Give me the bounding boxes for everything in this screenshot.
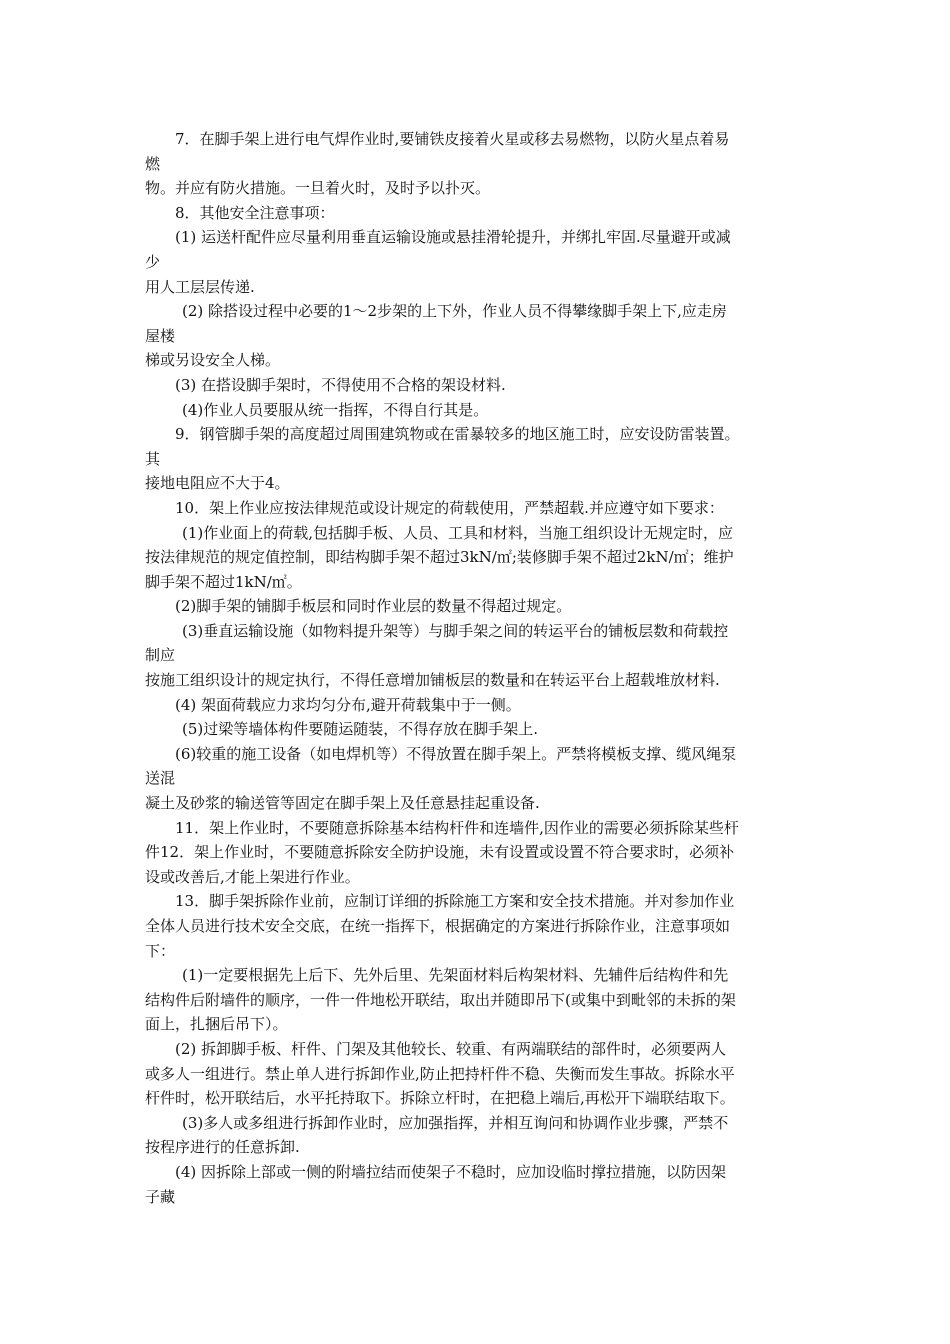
document-body [145, 127, 810, 1209]
text-line: (3)垂直运输设施（如物料提升架等）与脚手架之间的转运平台的铺板层数和荷载控 [182, 621, 729, 640]
text-line: 制应 [145, 646, 176, 665]
text-line: 按程序进行的任意拆卸. [145, 1138, 300, 1157]
text-line: (4) 因拆除上部或一侧的附墙拉结而使架子不稳时，应加设临时撑拉措施，以防因架 [175, 1162, 727, 1181]
text-line: 脚手架不超过1kN/㎡。 [145, 572, 302, 591]
text-line: (5)过梁等墙体构件要随运随装，不得存放在脚手架上. [182, 720, 539, 739]
text-line: 8．其他安全注意事项： [175, 203, 335, 222]
text-line: 杆件时，松开联结后，水平托持取下。拆除立杆时，在把稳上端后,再松开下端联结取下。 [145, 1089, 735, 1108]
text-line: 子藏 [145, 1187, 176, 1206]
text-line: 其 [145, 449, 161, 468]
text-line: 11．架上作业时，不要随意拆除基本结构杆件和连墙件,因作业的需要必须拆除某些杆 [175, 818, 739, 837]
text-line: 结构件后附墙件的顺序，一件一件地松开联结，取出并随即吊下(或集中到毗邻的未拆的架 [145, 990, 736, 1009]
text-line: 接地电阻应不大于4。 [145, 474, 290, 493]
text-line: 设或改善后,才能上架进行作业。 [145, 867, 360, 886]
text-line: (2)脚手架的铺脚手板层和同时作业层的数量不得超过规定。 [175, 597, 572, 616]
text-line: 7．在脚手架上进行电气焊作业时,要铺铁皮接着火星或移去易燃物，以防火星点着易 [175, 130, 730, 148]
text-line: 屋楼 [145, 326, 176, 345]
text-line: (3)多人或多组进行拆卸作业时，应加强指挥，并相互询问和协调作业步骤，严禁不 [182, 1113, 729, 1132]
text-line: (4)作业人员要服从统一指挥，不得自行其是。 [182, 400, 489, 419]
text-line: (2) 拆卸脚手板、杆件、门架及其他较长、较重、有两端联结的部件时，必须要两人 [175, 1039, 727, 1058]
text-line: 9．钢管脚手架的高度超过周围建筑物或在雷暴较多的地区施工时，应安设防雷装置。 [175, 425, 740, 444]
text-line: (3) 在搭设脚手架时，不得使用不合格的架设材料. [175, 375, 506, 394]
text-line: 梯或另设安全人梯。 [145, 351, 281, 370]
text-line: 用人工层层传递. [145, 277, 255, 296]
text-line: (1)一定要根据先上后下、先外后里、先架面材料后构架材料、先辅件后结构件和先 [182, 966, 729, 985]
text-line: 按法律规范的规定值控制，即结构脚手架不超过3kN/㎡;装修脚手架不超过2kN/㎡；维护 [145, 548, 734, 567]
text-line: (4) 架面荷载应力求均匀分布,避开荷载集中于一侧。 [175, 695, 521, 714]
text-line: 件12．架上作业时，不要随意拆除安全防护设施，未有设置或设置不符合要求时，必须补 [145, 843, 735, 862]
text-line: 按施工组织设计的规定执行，不得任意增加铺板层的数量和在转运平台上超载堆放材料. [145, 671, 720, 690]
text-line: 少 [145, 252, 161, 271]
text-line: (1)作业面上的荷载,包括脚手板、人员、工具和材料，当施工组织设计无规定时，应 [182, 523, 734, 542]
text-line: 全体人员进行技术安全交底，在统一指挥下，根据确定的方案进行拆除作业，注意事项如 [145, 917, 731, 935]
text-line: (1) 运送杆配件应尽量利用垂直运输设施或悬挂滑轮提升，并绑扎牢固.尽量避开或减 [175, 228, 731, 247]
text-line: (6)较重的施工设备（如电焊机等）不得放置在脚手架上。严禁将模板支撑、缆风绳泵 [175, 744, 737, 763]
text-line: 送混 [145, 769, 176, 788]
text-line: 物。并应有防火措施。一旦着火时，及时予以扑灭。 [145, 179, 491, 198]
text-line: (2) 除搭设过程中必要的1～2步架的上下外，作业人员不得攀缘脚手架上下,应走房 [182, 302, 727, 321]
text-line: 13．脚手架拆除作业前，应制订详细的拆除施工方案和安全技术措施。并对参加作业 [175, 892, 735, 911]
text-line: 10．架上作业应按法律规范或设计规定的荷载使用，严禁超载.并应遵守如下要求： [175, 498, 724, 517]
text-line: 或多人一组进行。禁止单人进行拆卸作业,防止把持杆件不稳、失衡而发生事故。拆除水平 [145, 1064, 735, 1083]
text-line: 下： [145, 941, 176, 960]
text-line: 凝土及砂浆的输送管等固定在脚手架上及任意悬挂起重设备. [145, 794, 540, 813]
text-line: 面上，扎捆后吊下）。 [145, 1015, 288, 1034]
text-line: 燃 [145, 154, 161, 173]
